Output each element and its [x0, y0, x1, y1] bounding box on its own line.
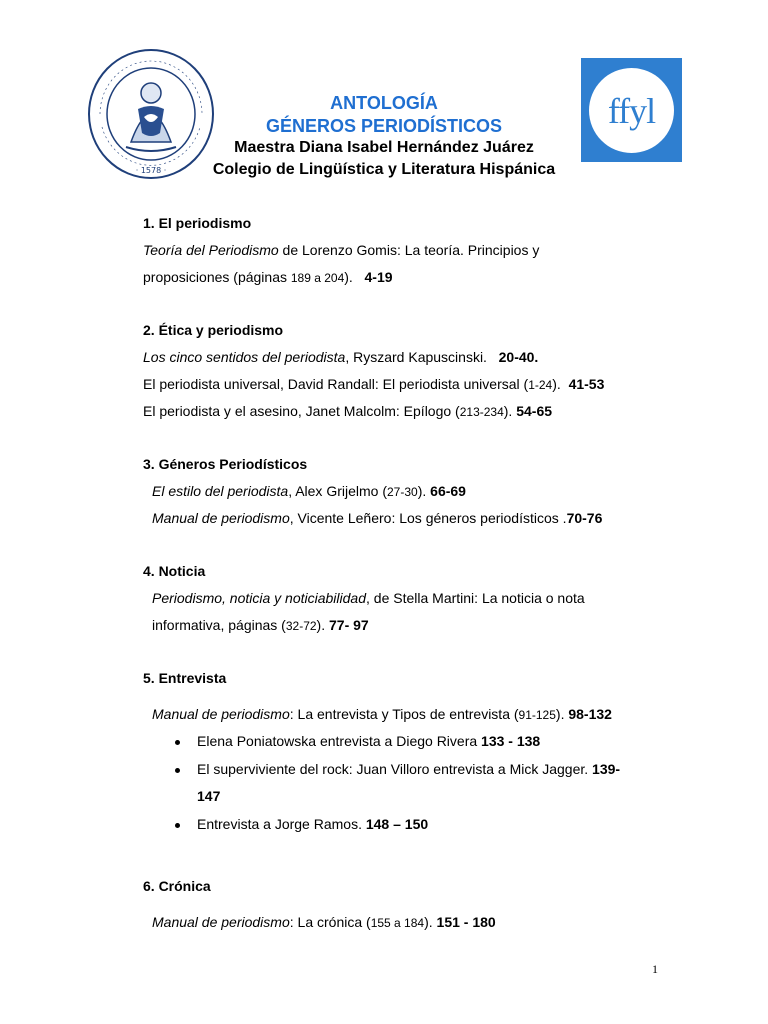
section-heading-periodismo: 1. El periodismo — [143, 215, 252, 231]
entry-text: , Vicente Leñero: Los géneros periodísticos . — [289, 510, 567, 526]
section-heading-entrevista: 5. Entrevista — [143, 670, 227, 686]
work-title: El estilo del periodista — [152, 483, 289, 499]
ffyl-logo-text: ffyl — [607, 90, 656, 131]
entry-text: proposiciones (páginas — [143, 269, 291, 285]
entry-text: : La entrevista y Tipos de entrevista ( — [289, 706, 519, 722]
page-range-small: 155 a 184 — [370, 916, 425, 930]
list-item — [143, 269, 393, 285]
entry-text-suffix: ). — [417, 483, 427, 499]
entry-text: , Ryszard Kapuscinski. — [345, 349, 487, 365]
entry-text-suffix: ). — [316, 617, 326, 633]
entry-text: , Alex Grijelmo ( — [288, 483, 387, 499]
page-numbers: 20-40. — [498, 349, 539, 365]
page-range-small: 32-72 — [285, 619, 317, 633]
entry-text: Elena Poniatowska entrevista a Diego Rivera — [197, 733, 482, 749]
page-numbers: 98-132 — [568, 706, 612, 722]
page-numbers: 148 – 150 — [365, 816, 429, 832]
list-item — [152, 617, 369, 633]
bullet-item — [197, 816, 428, 832]
bullet-icon — [175, 740, 180, 745]
work-title: Manual de periodismo — [152, 706, 290, 722]
entry-text: El periodista y el asesino, Janet Malcolm: Epílogo ( — [143, 403, 460, 419]
document-subtitle: GÉNEROS PERIODÍSTICOS — [265, 116, 503, 136]
list-item — [143, 349, 538, 365]
list-item — [143, 376, 604, 392]
bullet-item — [197, 733, 540, 749]
entry-text: Entrevista a Jorge Ramos. — [197, 816, 366, 832]
work-title: Manual de periodismo — [152, 914, 290, 930]
entry-text-suffix: ). — [555, 706, 565, 722]
page-range-small: 27-30 — [387, 485, 418, 499]
page-range-small: 91-125 — [518, 708, 556, 722]
page-range-small: 189 a 204 — [290, 271, 345, 285]
work-title: Manual de periodismo — [152, 510, 290, 526]
bullet-icon — [175, 823, 180, 828]
page-numbers: 41-53 — [568, 376, 605, 392]
document-title: ANTOLOGÍA — [330, 93, 438, 113]
page-numbers: 77- 97 — [329, 617, 369, 633]
section-heading-cronica: 6. Crónica — [143, 878, 211, 894]
section-heading-noticia: 4. Noticia — [143, 563, 206, 579]
page-numbers: 54-65 — [516, 403, 553, 419]
entry-text: : La crónica ( — [289, 914, 371, 930]
page-numbers: 70-76 — [566, 510, 603, 526]
entry-text-suffix: ). — [344, 269, 353, 285]
bullet-icon — [175, 768, 180, 773]
section-heading-etica: 2. Ética y periodismo — [143, 322, 284, 338]
bullet-item — [197, 761, 620, 777]
entry-text-suffix: ). — [424, 914, 433, 930]
entry-text: , de Stella Martini: La noticia o nota — [366, 590, 585, 606]
entry-text: informativa, páginas ( — [152, 617, 286, 633]
work-title: Los cinco sentidos del periodista — [143, 349, 346, 365]
page-range-small: 213-234 — [459, 405, 504, 419]
page-numbers: 139- — [592, 761, 621, 777]
page-numbers: 4-19 — [364, 269, 393, 285]
teacher-name: Maestra Diana Isabel Hernández Juárez — [234, 139, 534, 156]
page-numbers: 66-69 — [430, 483, 466, 499]
svg-text:· 1578 ·: · 1578 · — [135, 166, 167, 175]
section-heading-generos: 3. Géneros Periodísticos — [143, 456, 308, 472]
page-numbers: 133 - 138 — [481, 733, 541, 749]
entry-text: El periodista universal, David Randall: El periodista universal ( — [143, 376, 529, 392]
list-item — [152, 914, 496, 930]
entry-text-suffix: ). — [552, 376, 561, 392]
list-item — [152, 510, 602, 526]
page-number: 1 — [652, 962, 658, 976]
page-numbers-continued: 147 — [197, 788, 221, 804]
list-item — [152, 706, 612, 722]
page-numbers: 151 - 180 — [436, 914, 496, 930]
page-range-small: 1-24 — [528, 378, 553, 392]
list-item — [143, 403, 552, 419]
entry-text: de Lorenzo Gomis: La teoría. Principios y — [278, 242, 540, 258]
list-item — [143, 242, 539, 258]
work-title: Periodismo, noticia y noticiabilidad — [152, 590, 366, 606]
entry-text-suffix: ). — [503, 403, 513, 419]
work-title: Teoría del Periodismo — [143, 242, 279, 258]
list-item — [152, 590, 585, 606]
college-name: Colegio de Lingüística y Literatura Hispánica — [212, 161, 556, 178]
entry-text: El superviviente del rock: Juan Villoro entrevista a Mick Jagger. — [197, 761, 593, 777]
list-item — [152, 483, 466, 499]
